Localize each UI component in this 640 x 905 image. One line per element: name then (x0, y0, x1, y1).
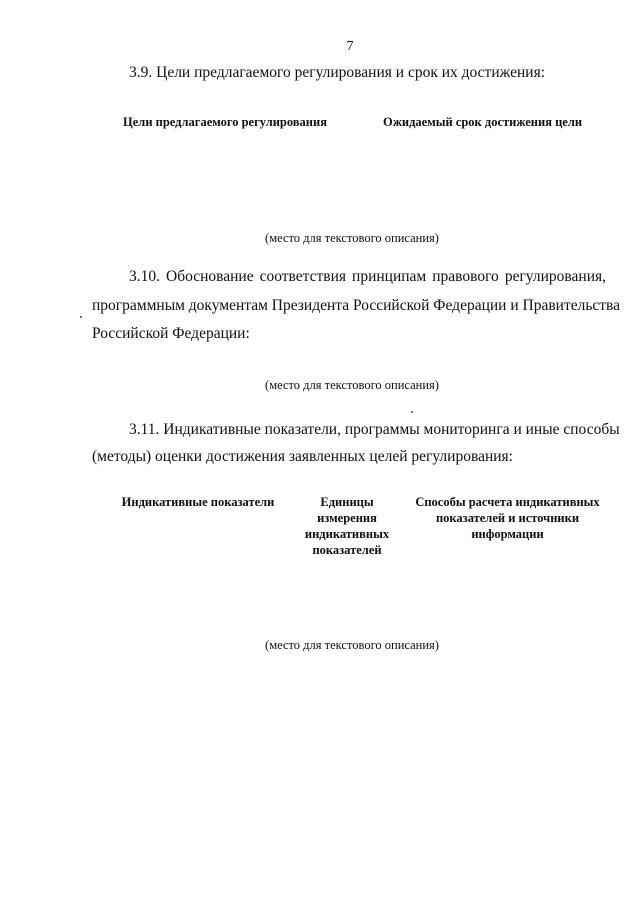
section-3-10-line-2: программным документам Президента Российской Федерации и Правительства (92, 297, 621, 314)
scan-artifact-dot (411, 411, 413, 413)
column-header-methods-line-1: Способы расчета индикативных (415, 495, 600, 509)
column-header-deadline: Ожидаемый срок достижения цели (382, 115, 583, 129)
column-header-units-line-1: Единицы (320, 495, 374, 509)
section-3-9-heading: 3.9. Цели предлагаемого регулирования и срок их достижения: (129, 64, 546, 81)
placeholder-3-10: (место для текстового описания) (265, 378, 439, 392)
section-3-11-line-2: (методы) оценки достижения заявленных целей регулирования: (92, 448, 513, 465)
column-header-units-line-2: измерения (317, 511, 377, 525)
placeholder-3-11: (место для текстового описания) (265, 638, 439, 652)
column-header-indicators: Индикативные показатели (121, 495, 275, 509)
section-3-11-line-1: 3.11. Индикативные показатели, программы мониторинга и иные способы (129, 421, 620, 438)
page-number: 7 (346, 39, 354, 54)
column-header-methods-line-3: информации (471, 527, 544, 541)
scan-artifact-dot (80, 316, 82, 318)
section-3-10-line-3: Российской Федерации: (92, 325, 250, 342)
column-header-goals: Цели предлагаемого регулирования (123, 115, 327, 129)
column-header-methods-line-2: показателей и источники (435, 511, 580, 525)
column-header-units-line-4: показателей (312, 543, 382, 557)
section-3-10-line-1: 3.10. Обоснование соответствия принципам правового регулирования, (129, 268, 606, 285)
placeholder-3-9: (место для текстового описания) (265, 231, 439, 245)
column-header-units-line-3: индикативных (304, 527, 390, 541)
